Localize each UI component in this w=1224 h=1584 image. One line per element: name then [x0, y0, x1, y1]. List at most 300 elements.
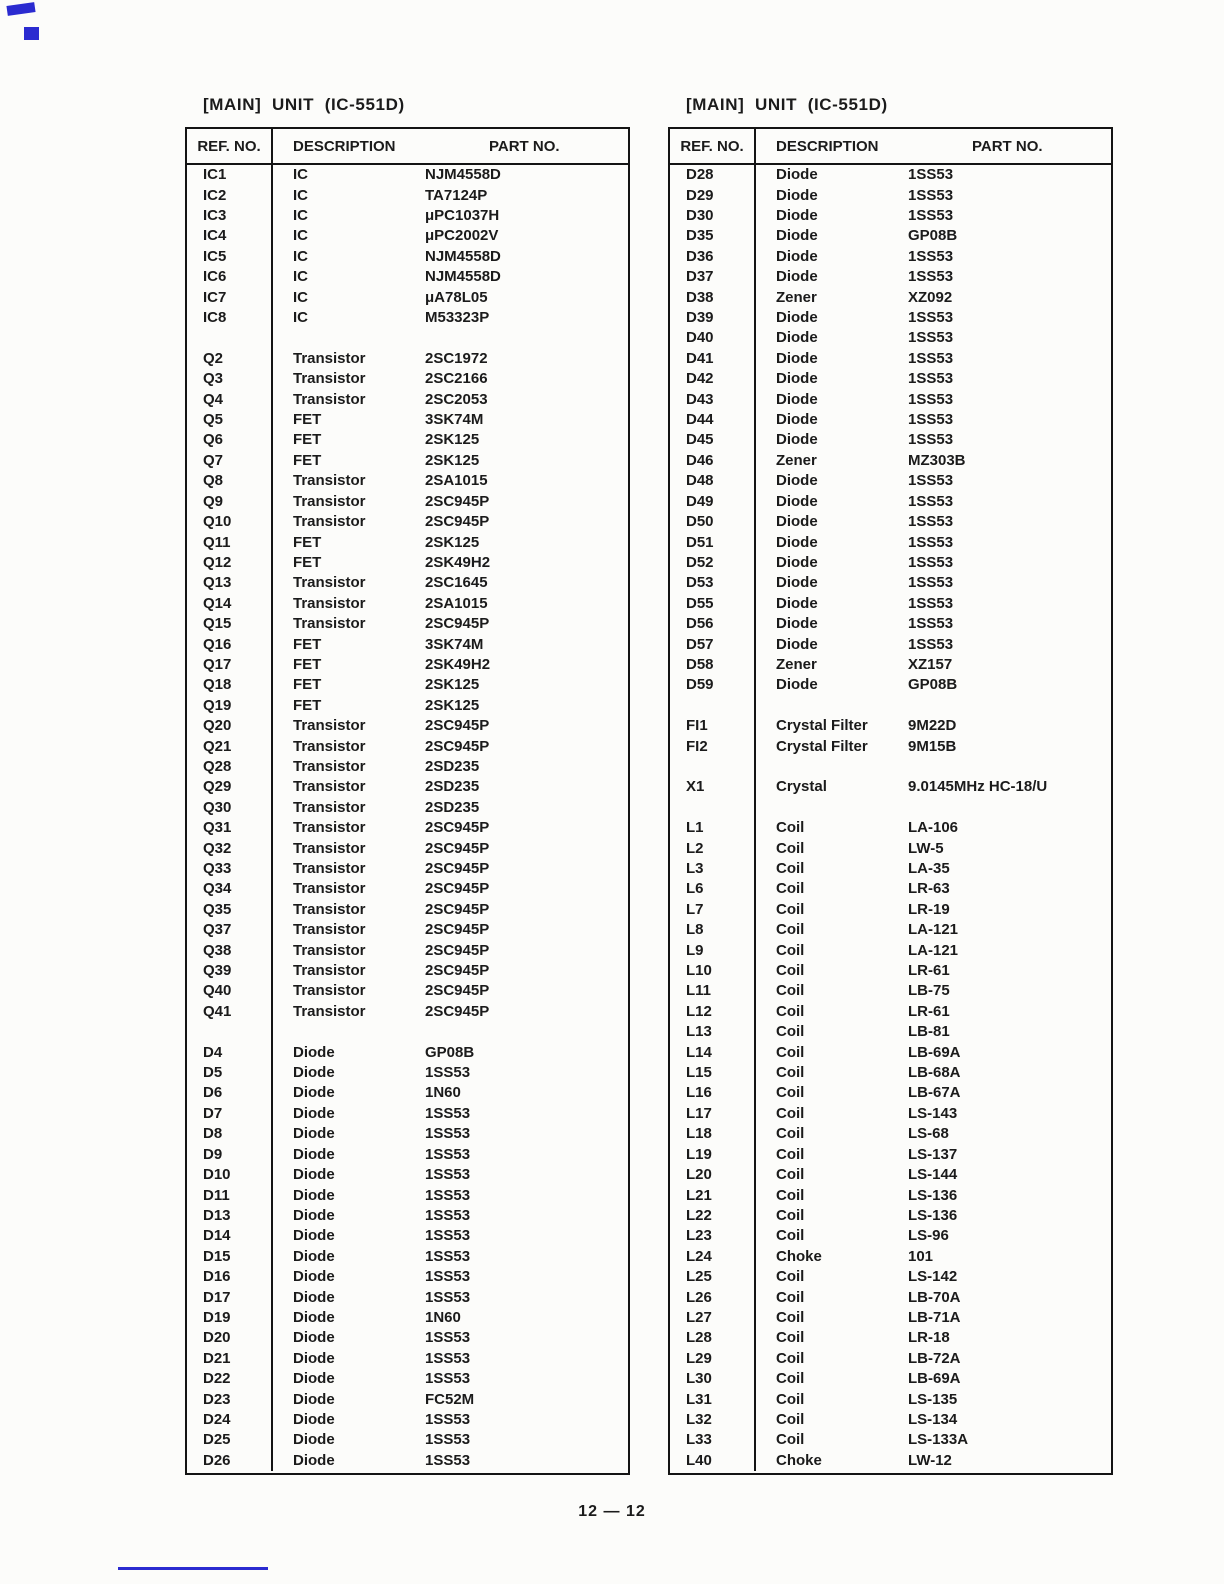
description-cell: FET — [293, 676, 322, 694]
description-cell: Diode — [776, 472, 818, 490]
table-row — [670, 410, 1111, 430]
table-title: [MAIN] UNIT (IC-551D) — [686, 95, 888, 114]
table-row — [670, 247, 1111, 267]
ref-no-cell: D9 — [187, 1145, 273, 1165]
part-no-cell: 2SC2053 — [425, 390, 488, 408]
part-no-cell: 2SC945P — [425, 839, 490, 857]
part-no-cell: 1SS53 — [908, 411, 954, 429]
part-no-cell: 2SK125 — [425, 696, 480, 714]
description-cell: Diode — [776, 431, 818, 449]
description-cell: IC — [293, 207, 308, 225]
part-no-cell: 2SK49H2 — [425, 655, 491, 673]
ref-no-cell: D49 — [670, 492, 756, 512]
part-no-cell: 2SC1972 — [425, 349, 488, 367]
ref-no-cell: D36 — [670, 247, 756, 267]
ref-no-cell: L3 — [670, 859, 756, 879]
description-cell: Diode — [776, 553, 818, 571]
description-cell: Transistor — [293, 574, 366, 592]
ref-no-cell: D40 — [670, 328, 756, 348]
description-cell: Transistor — [293, 594, 366, 612]
description-cell: Transistor — [293, 757, 366, 775]
part-no-cell: μA78L05 — [425, 288, 488, 306]
table-row — [187, 879, 628, 899]
ref-no-cell: D55 — [670, 594, 756, 614]
description-cell: Coil — [776, 1329, 805, 1347]
part-no-cell: 1SS53 — [908, 574, 954, 592]
ref-no-cell: L20 — [670, 1165, 756, 1185]
table-row — [187, 1206, 628, 1226]
table-row — [187, 818, 628, 838]
ref-no-cell: D59 — [670, 675, 756, 695]
table-row — [187, 349, 628, 369]
ref-no-cell: Q4 — [187, 389, 273, 409]
ref-no-cell: D17 — [187, 1287, 273, 1307]
part-no-cell: 2SC945P — [425, 900, 490, 918]
description-cell: Diode — [776, 247, 818, 265]
ref-no-cell: FI2 — [670, 736, 756, 756]
description-cell: Diode — [776, 676, 818, 694]
part-no-cell: 2SK125 — [425, 676, 480, 694]
description-cell: IC — [293, 247, 308, 265]
table-row — [670, 389, 1111, 409]
ref-no-cell: L11 — [670, 981, 756, 1001]
table-row — [670, 1430, 1111, 1450]
ref-no-cell: D21 — [187, 1349, 273, 1369]
part-no-cell: 2SC945P — [425, 921, 490, 939]
part-no-cell: 2SC2166 — [425, 370, 488, 388]
table-row — [187, 675, 628, 695]
ref-no-cell: Q7 — [187, 451, 273, 471]
description-cell: Transistor — [293, 921, 366, 939]
table-row — [670, 532, 1111, 552]
header-description: DESCRIPTION — [776, 137, 879, 155]
description-cell: Transistor — [293, 737, 366, 755]
part-no-cell: 1SS53 — [908, 329, 954, 347]
table-row — [187, 614, 628, 634]
table-row — [187, 1124, 628, 1144]
part-no-cell: 1SS53 — [908, 309, 954, 327]
ref-no-cell: L21 — [670, 1185, 756, 1205]
ref-no-cell: Q2 — [187, 349, 273, 369]
part-no-cell: LS-137 — [908, 1145, 958, 1163]
table-row — [187, 798, 628, 818]
table-row — [187, 389, 628, 409]
description-cell: Coil — [776, 860, 805, 878]
table-row — [187, 757, 628, 777]
description-cell: Diode — [776, 635, 818, 653]
table-body — [670, 165, 1111, 1472]
description-cell: Choke — [776, 1247, 822, 1265]
description-cell: Coil — [776, 839, 805, 857]
table-row — [187, 961, 628, 981]
description-cell: Coil — [776, 1431, 805, 1449]
table-row — [187, 1451, 628, 1471]
ref-no-cell: Q11 — [187, 532, 273, 552]
ref-no-cell: Q35 — [187, 900, 273, 920]
ref-no-cell: L24 — [670, 1247, 756, 1267]
ref-no-cell: IC4 — [187, 226, 273, 246]
description-cell: FET — [293, 533, 322, 551]
table-row — [670, 675, 1111, 695]
ref-no-cell: Q18 — [187, 675, 273, 695]
part-no-cell: GP08B — [908, 227, 958, 245]
part-no-cell: NJM4558D — [425, 268, 501, 286]
table-row — [187, 267, 628, 287]
header-part-no: PART NO. — [489, 137, 560, 155]
table-row — [670, 349, 1111, 369]
description-cell: Coil — [776, 1043, 805, 1061]
description-cell: Diode — [776, 207, 818, 225]
description-cell: IC — [293, 288, 308, 306]
part-no-cell: M53323P — [425, 309, 490, 327]
table-row — [187, 736, 628, 756]
part-no-cell: 2SK125 — [425, 451, 480, 469]
part-no-cell: MZ303B — [908, 451, 966, 469]
description-cell: Coil — [776, 1023, 805, 1041]
table-row — [187, 634, 628, 654]
ref-no-cell: IC6 — [187, 267, 273, 287]
ref-no-cell: D42 — [670, 369, 756, 389]
table-row — [187, 1389, 628, 1409]
description-cell: Coil — [776, 880, 805, 898]
part-no-cell: XZ092 — [908, 288, 953, 306]
ref-no-cell: L6 — [670, 879, 756, 899]
part-no-cell: LW-5 — [908, 839, 944, 857]
table-row — [670, 206, 1111, 226]
part-no-cell: LS-143 — [908, 1104, 958, 1122]
table-row — [670, 1063, 1111, 1083]
part-no-cell: 1SS53 — [425, 1125, 471, 1143]
ref-no-cell: L17 — [670, 1104, 756, 1124]
ref-no-cell: L16 — [670, 1083, 756, 1103]
ref-no-cell: L27 — [670, 1308, 756, 1328]
description-cell: Coil — [776, 941, 805, 959]
description-cell: Diode — [776, 492, 818, 510]
ref-no-cell: D4 — [187, 1042, 273, 1062]
description-cell: Coil — [776, 1370, 805, 1388]
part-no-cell: LA-121 — [908, 941, 959, 959]
part-no-cell: LS-135 — [908, 1390, 958, 1408]
part-no-cell: 1SS53 — [425, 1288, 471, 1306]
ref-no-cell: Q15 — [187, 614, 273, 634]
ref-no-cell: IC1 — [187, 165, 273, 185]
table-row — [187, 981, 628, 1001]
part-no-cell: μPC2002V — [425, 227, 499, 245]
part-no-cell: 2SD235 — [425, 757, 480, 775]
description-cell: Transistor — [293, 839, 366, 857]
description-cell: Coil — [776, 1288, 805, 1306]
description-cell: Coil — [776, 1268, 805, 1286]
table-row — [187, 492, 628, 512]
part-no-cell: LA-106 — [908, 819, 959, 837]
part-no-cell: 1SS53 — [425, 1206, 471, 1224]
description-cell: Diode — [776, 594, 818, 612]
table-row — [187, 1145, 628, 1165]
description-cell: Diode — [776, 186, 818, 204]
part-no-cell: 2SK125 — [425, 533, 480, 551]
ref-no-cell: Q3 — [187, 369, 273, 389]
parts-table — [185, 127, 630, 1475]
table-row — [187, 512, 628, 532]
table-row — [187, 1002, 628, 1022]
table-row — [670, 1389, 1111, 1409]
description-cell: FET — [293, 431, 322, 449]
part-no-cell: 2SC945P — [425, 492, 490, 510]
description-cell: Diode — [293, 1104, 335, 1122]
part-no-cell: LS-136 — [908, 1206, 958, 1224]
table-row — [670, 696, 1111, 716]
part-no-cell: LS-144 — [908, 1166, 958, 1184]
table-row — [670, 1451, 1111, 1471]
table-row — [187, 1165, 628, 1185]
description-cell: Diode — [776, 615, 818, 633]
part-no-cell: 3SK74M — [425, 411, 484, 429]
part-no-cell: 1SS53 — [908, 533, 954, 551]
ref-no-cell: Q16 — [187, 634, 273, 654]
table-row — [187, 206, 628, 226]
table-row — [670, 1267, 1111, 1287]
header-ref-no: REF. NO. — [670, 129, 756, 163]
ref-no-cell: L15 — [670, 1063, 756, 1083]
ref-no-cell: Q41 — [187, 1002, 273, 1022]
table-row — [187, 532, 628, 552]
ref-no-cell: D28 — [670, 165, 756, 185]
table-row — [187, 287, 628, 307]
part-no-cell: LB-75 — [908, 982, 950, 1000]
ref-no-cell: L14 — [670, 1042, 756, 1062]
description-cell: Diode — [776, 309, 818, 327]
description-cell: Zener — [776, 655, 817, 673]
ref-no-cell: Q28 — [187, 757, 273, 777]
ref-no-cell: D50 — [670, 512, 756, 532]
table-row — [670, 1104, 1111, 1124]
table-row — [187, 1369, 628, 1389]
part-no-cell: 1SS53 — [425, 1370, 471, 1388]
part-no-cell: 2SC945P — [425, 513, 490, 531]
table-row — [670, 920, 1111, 940]
part-no-cell: LB-68A — [908, 1064, 961, 1082]
description-cell: Diode — [293, 1206, 335, 1224]
table-row — [670, 940, 1111, 960]
part-no-cell: LB-69A — [908, 1370, 961, 1388]
ref-no-cell: D7 — [187, 1104, 273, 1124]
part-no-cell: μPC1037H — [425, 207, 500, 225]
description-cell: Diode — [776, 227, 818, 245]
table-row — [670, 369, 1111, 389]
table-row — [670, 655, 1111, 675]
table-row — [670, 900, 1111, 920]
ref-no-cell: L13 — [670, 1022, 756, 1042]
description-cell: FET — [293, 451, 322, 469]
description-cell: Coil — [776, 982, 805, 1000]
ref-no-cell: L22 — [670, 1206, 756, 1226]
description-cell: Transistor — [293, 798, 366, 816]
ref-no-cell: Q32 — [187, 838, 273, 858]
ref-no-cell: D5 — [187, 1063, 273, 1083]
ref-no-cell: Q17 — [187, 655, 273, 675]
ref-no-cell: IC8 — [187, 308, 273, 328]
description-cell: Coil — [776, 1206, 805, 1224]
part-no-cell: LR-61 — [908, 1002, 950, 1020]
description-cell: Transistor — [293, 717, 366, 735]
part-no-cell: FC52M — [425, 1390, 475, 1408]
part-no-cell: 1SS53 — [908, 635, 954, 653]
part-no-cell: LS-136 — [908, 1186, 958, 1204]
ref-no-cell: Q29 — [187, 777, 273, 797]
ref-no-cell: D57 — [670, 634, 756, 654]
table-row — [187, 451, 628, 471]
description-cell: Coil — [776, 900, 805, 918]
ref-no-cell: D10 — [187, 1165, 273, 1185]
table-row — [670, 1328, 1111, 1348]
table-row — [670, 1185, 1111, 1205]
ref-no-cell: IC3 — [187, 206, 273, 226]
table-row — [670, 492, 1111, 512]
table-row — [670, 961, 1111, 981]
part-no-cell: 1SS53 — [908, 513, 954, 531]
table-row — [187, 1287, 628, 1307]
description-cell: Diode — [293, 1390, 335, 1408]
table-row — [187, 1185, 628, 1205]
table-row — [187, 1430, 628, 1450]
ref-no-cell: L7 — [670, 900, 756, 920]
table-row — [187, 226, 628, 246]
description-cell: Coil — [776, 962, 805, 980]
page-number: 12 — 12 — [578, 1503, 646, 1520]
description-cell: Choke — [776, 1451, 822, 1469]
table-row — [187, 1267, 628, 1287]
part-no-cell: LR-61 — [908, 962, 950, 980]
part-no-cell: TA7124P — [425, 186, 488, 204]
description-cell: Diode — [293, 1268, 335, 1286]
description-cell: Diode — [293, 1043, 335, 1061]
ref-no-cell: D19 — [187, 1308, 273, 1328]
table-row — [670, 1145, 1111, 1165]
parts-table — [668, 127, 1113, 1475]
part-no-cell: 2SC1645 — [425, 574, 488, 592]
part-no-cell: 2SC945P — [425, 941, 490, 959]
description-cell: Diode — [293, 1349, 335, 1367]
table-row — [187, 655, 628, 675]
ref-no-cell: D41 — [670, 349, 756, 369]
description-cell: Diode — [776, 349, 818, 367]
table-row — [670, 838, 1111, 858]
description-cell: FET — [293, 411, 322, 429]
part-no-cell: NJM4558D — [425, 166, 501, 184]
ref-no-cell: D58 — [670, 655, 756, 675]
description-cell: Diode — [776, 533, 818, 551]
table-row — [187, 573, 628, 593]
table-row — [187, 859, 628, 879]
ref-no-cell: Q13 — [187, 573, 273, 593]
ref-no-cell: L28 — [670, 1328, 756, 1348]
scan-artifact-mark — [6, 2, 35, 16]
description-cell: FET — [293, 655, 322, 673]
description-cell: Transistor — [293, 880, 366, 898]
part-no-cell: 1SS53 — [908, 207, 954, 225]
description-cell: IC — [293, 268, 308, 286]
part-no-cell: 2SK49H2 — [425, 553, 491, 571]
description-cell: Diode — [293, 1308, 335, 1326]
ref-no-cell — [187, 1022, 273, 1042]
table-row — [187, 716, 628, 736]
description-cell: FET — [293, 553, 322, 571]
ref-no-cell: Q9 — [187, 492, 273, 512]
table-row — [670, 716, 1111, 736]
description-cell: Coil — [776, 921, 805, 939]
ref-no-cell: D38 — [670, 287, 756, 307]
parts-table-right — [668, 95, 1113, 1475]
ref-no-cell: D48 — [670, 471, 756, 491]
part-no-cell: LB-72A — [908, 1349, 961, 1367]
ref-no-cell: D23 — [187, 1389, 273, 1409]
part-no-cell: GP08B — [425, 1043, 475, 1061]
table-row — [670, 471, 1111, 491]
ref-no-cell: L2 — [670, 838, 756, 858]
part-no-cell: 1SS53 — [425, 1410, 471, 1428]
ref-no-cell: D26 — [187, 1451, 273, 1471]
ref-no-cell: IC5 — [187, 247, 273, 267]
table-row — [187, 165, 628, 185]
ref-no-cell: L23 — [670, 1226, 756, 1246]
table-row — [187, 553, 628, 573]
table-row — [187, 1349, 628, 1369]
description-cell: Diode — [293, 1186, 335, 1204]
table-row — [670, 798, 1111, 818]
part-no-cell: 2SC945P — [425, 615, 490, 633]
table-row — [670, 1083, 1111, 1103]
part-no-cell: 1SS53 — [425, 1268, 471, 1286]
part-no-cell: 1SS53 — [908, 186, 954, 204]
ref-no-cell: Q6 — [187, 430, 273, 450]
table-row — [187, 308, 628, 328]
part-no-cell: 1SS53 — [425, 1064, 471, 1082]
description-cell: Coil — [776, 1410, 805, 1428]
description-cell: Coil — [776, 1166, 805, 1184]
description-cell: Diode — [776, 329, 818, 347]
ref-no-cell — [670, 757, 756, 777]
table-row — [187, 838, 628, 858]
ref-no-cell: D29 — [670, 185, 756, 205]
table-row — [670, 226, 1111, 246]
description-cell: Coil — [776, 1390, 805, 1408]
table-row — [187, 1063, 628, 1083]
part-no-cell: 1N60 — [425, 1084, 461, 1102]
description-cell: IC — [293, 227, 308, 245]
part-no-cell: XZ157 — [908, 655, 953, 673]
ref-no-cell — [187, 328, 273, 348]
description-cell: Diode — [293, 1125, 335, 1143]
part-no-cell: 2SA1015 — [425, 594, 488, 612]
part-no-cell: LB-69A — [908, 1043, 961, 1061]
table-row — [187, 1042, 628, 1062]
ref-no-cell: L8 — [670, 920, 756, 940]
description-cell: Coil — [776, 1186, 805, 1204]
table-row — [670, 981, 1111, 1001]
part-no-cell: LB-71A — [908, 1308, 961, 1326]
table-row — [187, 920, 628, 940]
ref-no-cell: FI1 — [670, 716, 756, 736]
part-no-cell: 1SS53 — [425, 1145, 471, 1163]
ref-no-cell: Q34 — [187, 879, 273, 899]
table-row — [670, 614, 1111, 634]
part-no-cell: 2SD235 — [425, 798, 480, 816]
ref-no-cell: L33 — [670, 1430, 756, 1450]
part-no-cell: GP08B — [908, 676, 958, 694]
ref-no-cell: Q38 — [187, 940, 273, 960]
description-cell: Transistor — [293, 860, 366, 878]
description-cell: Diode — [293, 1451, 335, 1469]
